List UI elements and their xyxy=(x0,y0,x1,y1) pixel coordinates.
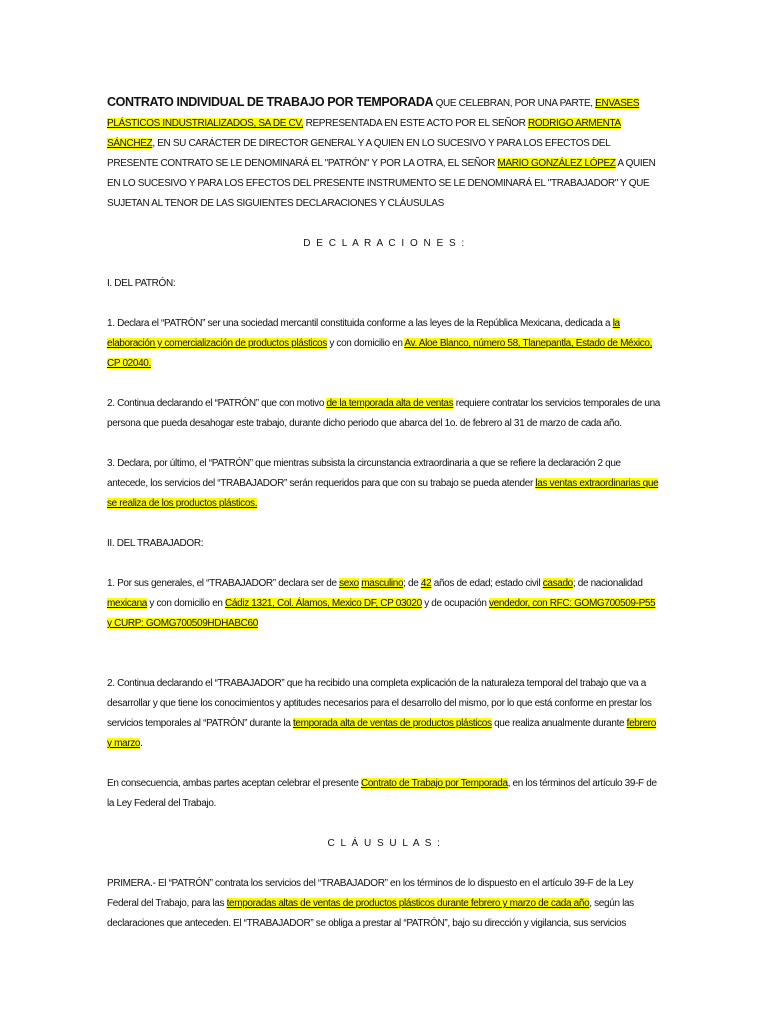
age-highlight: 42 xyxy=(420,578,432,589)
trabajador-heading: II. DEL TRABAJADOR: xyxy=(107,538,204,549)
declaraciones-heading: D E C L A R A C I O N E S : xyxy=(303,238,466,249)
patron-address-highlight: Av. Aloe Blanco, número 58, Tlanepantla, Estado de México, CP 02040. xyxy=(107,338,653,369)
patron-declaration-3 xyxy=(107,454,662,514)
paragraph-text: , según las declaraciones que anteceden. El “TRABAJADOR” se obliga a prestar al “PATRÓN”, bajo su dirección y vigilancia, sus servicios xyxy=(107,898,634,929)
representative-name-highlight: RODRIGO ARMENTA SÁNCHEZ xyxy=(107,118,621,149)
paragraph-text: En consecuencia, ambas partes aceptan celebrar el presente xyxy=(107,778,361,789)
nationality-highlight: mexicana xyxy=(107,598,147,609)
extraordinary-sales-highlight: las ventas extraordinarias que se realiza de los productos plásticos. xyxy=(107,478,659,509)
paragraph-text: 2. Continua declarando el “TRABAJADOR” que ha recibido una completa explicación de la naturaleza temporal del trabajo que va a desarrollar y que tiene los conocimientos y aptitudes necesarios para el desarrollo del mismo, por lo que está conforme en prestar los servicios temporales al “PATRÓN” durante la xyxy=(107,678,652,729)
intro-text: , EN SU CARÁCTER DE DIRECTOR GENERAL Y A QUIEN EN LO SUCESIVO Y PARA LOS EFECTOS DEL PRESENTE CONTRATO SE LE DENOMINARÁ EL "PATRÓN" Y POR LA OTRA, EL SEÑOR xyxy=(107,138,610,169)
company-name-highlight: ENVASES PLÁSTICOS INDUSTRIALIZADOS, SA DE CV, xyxy=(107,98,640,129)
patron-declaration-2 xyxy=(107,394,662,434)
sex-highlight: sexo xyxy=(339,578,359,589)
worker-name-highlight: MARIO GONZÁLEZ LÓPEZ xyxy=(497,158,616,169)
consecuencia-paragraph xyxy=(107,774,662,814)
paragraph-text: requiere contratar los servicios temporales de una persona que pueda desahogar este trabajo, durante dicho periodo que abarca del 1o. de febrero al 31 de marzo de cada año. xyxy=(107,398,661,429)
paragraph-text: y con domicilio en xyxy=(147,598,226,609)
season-highlight: de la temporada alta de ventas xyxy=(326,398,454,409)
document-body xyxy=(107,92,662,934)
high-season-highlight: temporada alta de ventas de productos plásticos xyxy=(292,718,492,729)
gender-highlight: masculino xyxy=(361,578,404,589)
paragraph-text: . xyxy=(140,738,143,749)
patron-declaration-1 xyxy=(107,314,662,374)
worker-address-highlight: Cádiz 1321, Col. Álamos, Mexico DF, CP 03020 xyxy=(225,598,422,609)
intro-text: REPRESENTADA EN ESTE ACTO POR EL SEÑOR xyxy=(303,118,528,129)
paragraph-text: 2. Continua declarando el “PATRÓN” que con motivo xyxy=(107,398,327,409)
paragraph-text: 3. Declara, por último, el “PATRÓN” que mientras subsista la circunstancia extraordinaria a que se refiere la declaración 2 que antecede, los servicios del “TRABAJADOR” serán requeridos para que con su trabajo se pueda atender xyxy=(107,458,621,489)
patron-heading: I. DEL PATRÓN: xyxy=(107,278,176,289)
intro-text: QUE CELEBRAN, POR UNA PARTE, xyxy=(433,98,596,109)
intro-paragraph xyxy=(107,92,662,214)
business-activity-highlight: la elaboración y comercialización de productos plásticos xyxy=(107,318,620,349)
paragraph-text: 1. Por sus generales, el “TRABAJADOR” declara ser de xyxy=(107,578,340,589)
paragraph-text: , en los términos del artículo 39-F de la Ley Federal del Trabajo. xyxy=(107,778,657,809)
marital-status-highlight: casado xyxy=(542,578,573,589)
paragraph-text: y de ocupación xyxy=(421,598,490,609)
paragraph-text: ; de xyxy=(403,578,421,589)
clausulas-heading: C L Á U S U L A S : xyxy=(327,838,442,849)
paragraph-text: que realiza anualmente durante xyxy=(491,718,627,729)
worker-declaration-1 xyxy=(107,574,662,634)
contract-title: CONTRATO INDIVIDUAL DE TRABAJO POR TEMPORADA xyxy=(107,95,434,109)
occupation-rfc-curp-highlight: vendedor, con RFC: GOMG700509-P55 y CURP: GOMG700509HDHABC60 xyxy=(107,598,656,629)
contract-type-highlight: Contrato de Trabajo por Temporada xyxy=(360,778,508,789)
paragraph-text: años de edad; estado civil xyxy=(431,578,543,589)
paragraph-text: 1. Declara el “PATRÓN” ser una sociedad mercantil constituida conforme a las leyes de la República Mexicana, dedicada a xyxy=(107,318,613,329)
seasons-highlight: temporadas altas de ventas de productos plásticos durante febrero y marzo de cada año xyxy=(226,898,590,909)
paragraph-text: y con domicilio en xyxy=(326,338,405,349)
clausula-primera xyxy=(107,874,662,934)
worker-declaration-2 xyxy=(107,674,662,754)
intro-text: A QUIEN EN LO SUCESIVO Y PARA LOS EFECTOS DEL PRESENTE INSTRUMENTO SE LE DENOMINARÁ EL "TRABAJADOR" Y QUE SUJETAN AL TENOR DE LAS SIGUIENTES DECLARACIONES Y CLÁUSULAS xyxy=(107,158,656,209)
paragraph-text: PRIMERA.- El “PATRÓN” contrata los servicios del “TRABAJADOR” en los términos de lo dispuesto en el artículo 39-F de la Ley Federal del Trabajo, para las xyxy=(107,878,634,909)
months-highlight: febrero y marzo xyxy=(107,718,656,749)
paragraph-text: ; de nacionalidad xyxy=(572,578,643,589)
